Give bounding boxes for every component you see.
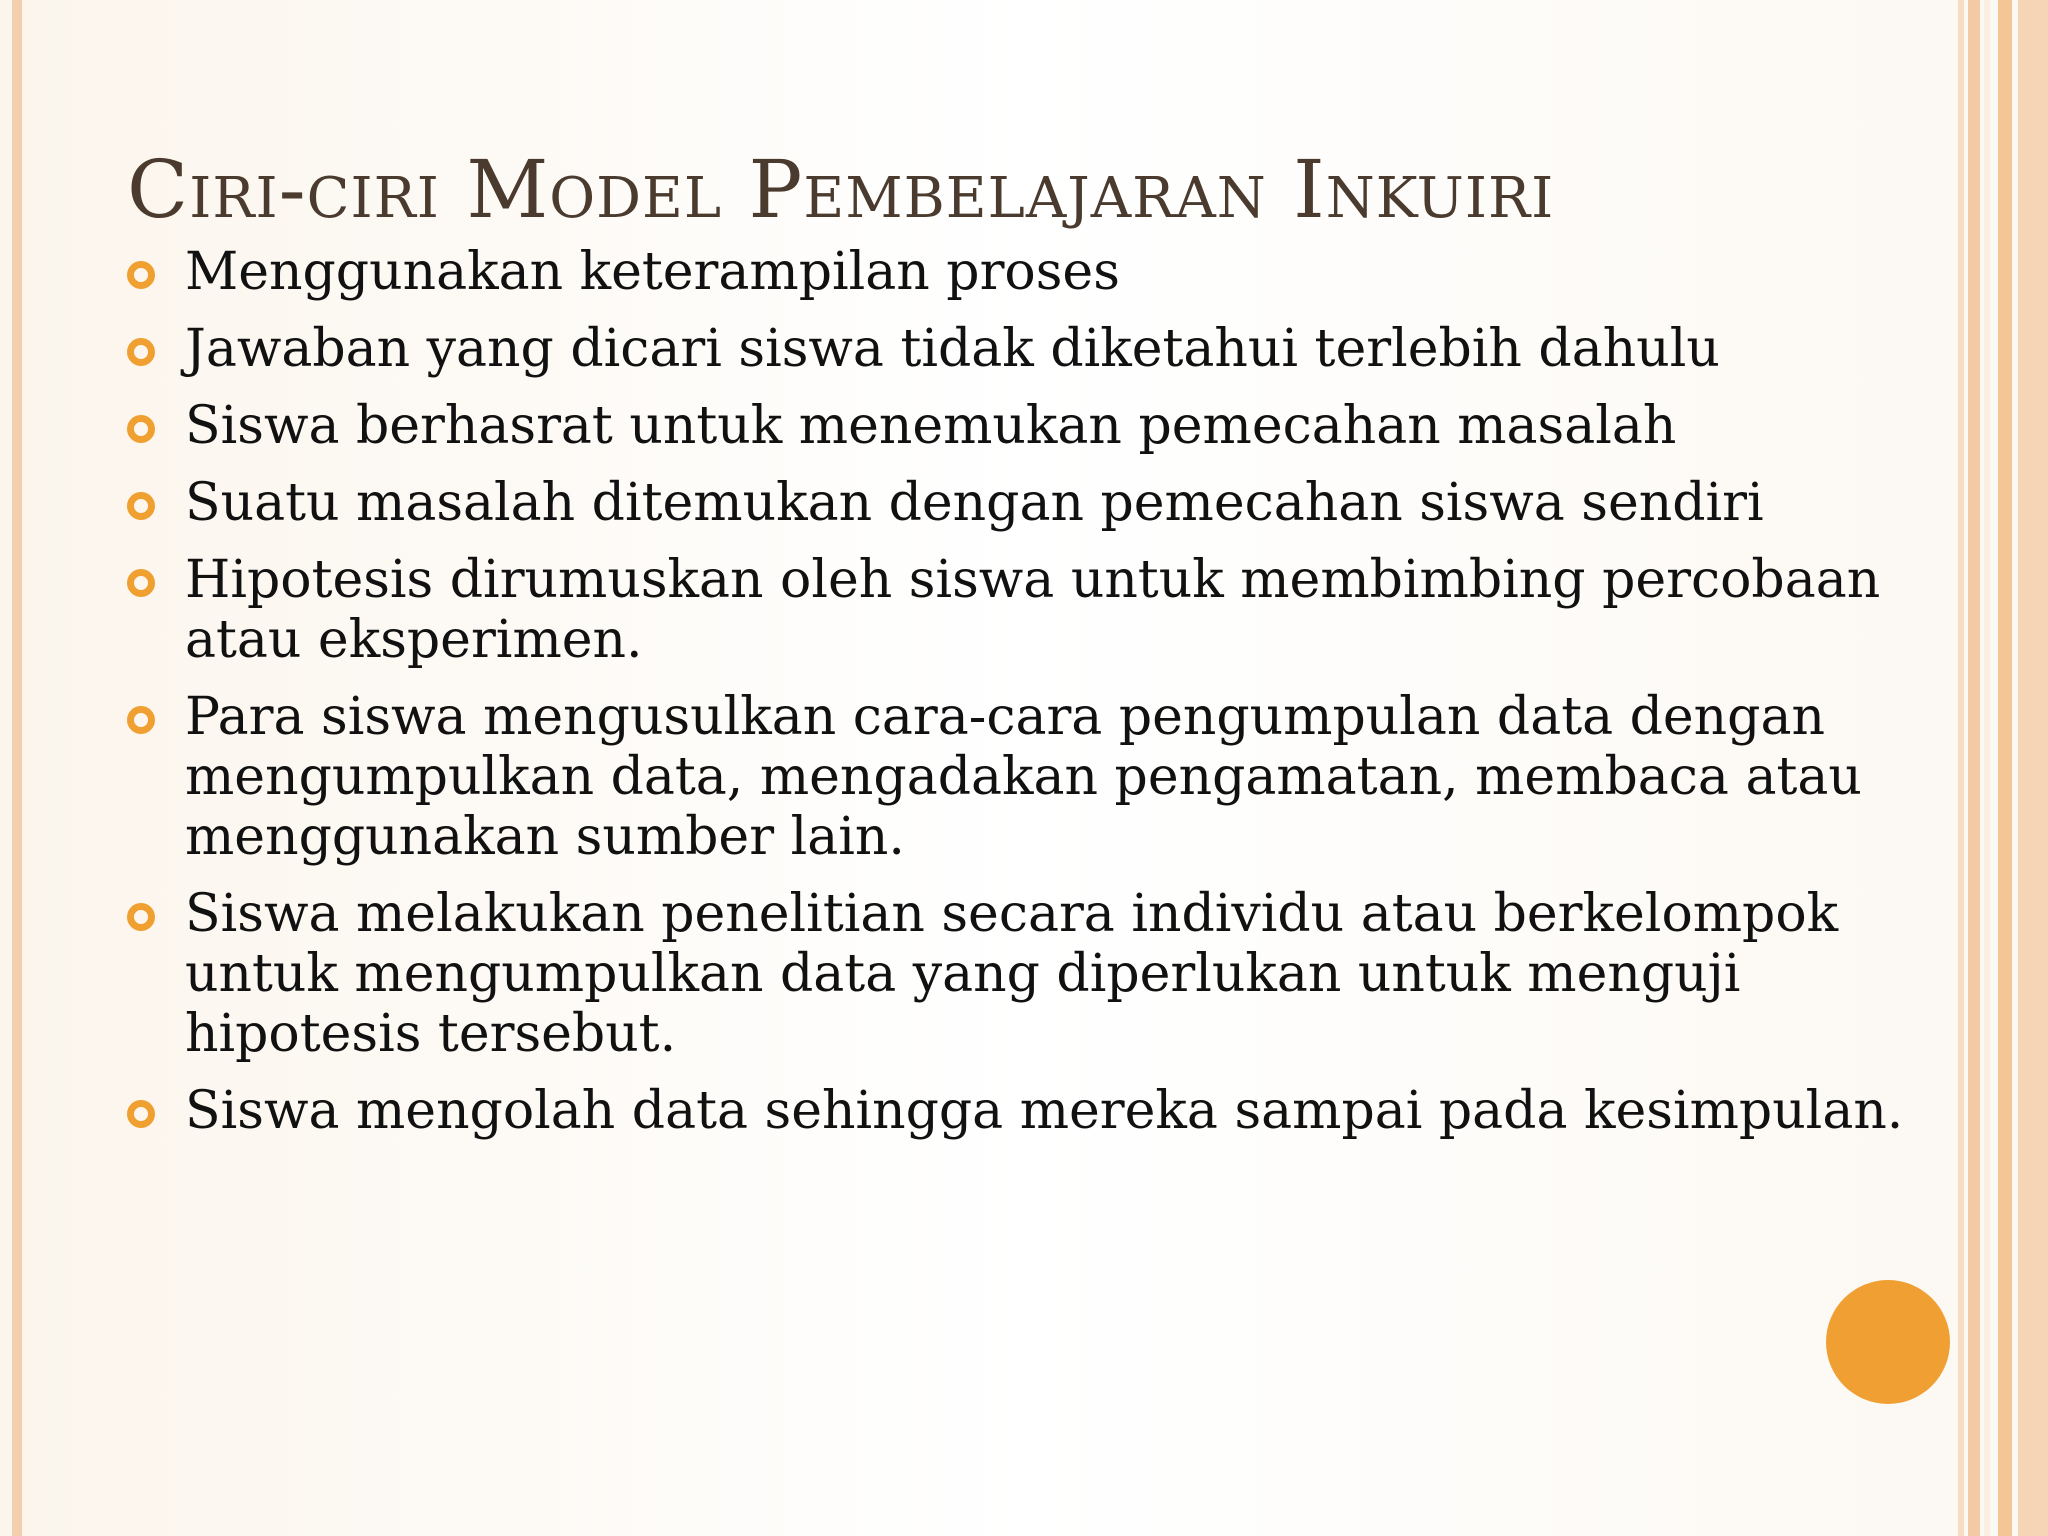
hollow-circle-icon: [127, 492, 155, 520]
bullet-text: Siswa melakukan penelitian secara individu atau berkelompok untuk mengumpulkan data yang diperlukan untuk menguji hipotesis tersebut.: [185, 884, 1839, 1064]
right-border-stripe: [1958, 0, 1964, 1536]
orange-circle-icon: [1826, 1280, 1950, 1404]
hollow-circle-icon: [127, 1100, 155, 1128]
bullet-item: [127, 550, 1927, 670]
bullet-text: Jawaban yang dicari siswa tidak diketahui terlebih dahulu: [185, 319, 1720, 379]
hollow-circle-icon: [127, 903, 155, 931]
bullet-item: [127, 687, 1927, 867]
bullet-item: [127, 242, 1927, 302]
bullet-text: Siswa berhasrat untuk menemukan pemecahan masalah: [185, 396, 1677, 456]
bullet-item: [127, 319, 1927, 379]
right-border-stripe: [1968, 0, 1980, 1536]
right-border-stripe: [1984, 0, 1990, 1536]
right-border-stripe: [1998, 0, 2012, 1536]
left-border-stripe: [12, 0, 22, 1536]
bullet-item: [127, 1081, 1927, 1141]
hollow-circle-icon: [127, 569, 155, 597]
bullet-item: [127, 396, 1927, 456]
bullet-text: Hipotesis dirumuskan oleh siswa untuk membimbing percobaan atau eksperimen.: [185, 550, 1881, 670]
hollow-circle-icon: [127, 706, 155, 734]
bullet-item: [127, 884, 1927, 1064]
hollow-circle-icon: [127, 261, 155, 289]
slide-title: Ciri-ciri Model Pembelajaran Inkuiri: [127, 143, 1555, 236]
right-border-stripe: [2018, 0, 2048, 1536]
bullet-text: Siswa mengolah data sehingga mereka sampai pada kesimpulan.: [185, 1081, 1904, 1141]
bullet-text: Menggunakan keterampilan proses: [185, 242, 1120, 302]
bullet-item: [127, 473, 1927, 533]
bullet-text: Suatu masalah ditemukan dengan pemecahan siswa sendiri: [185, 473, 1764, 533]
hollow-circle-icon: [127, 415, 155, 443]
bullet-list: [127, 242, 1927, 1158]
bullet-text: Para siswa mengusulkan cara-cara pengumpulan data dengan mengumpulkan data, mengadakan pengamatan, membaca atau menggunakan sumber lain.: [185, 687, 1862, 867]
hollow-circle-icon: [127, 338, 155, 366]
